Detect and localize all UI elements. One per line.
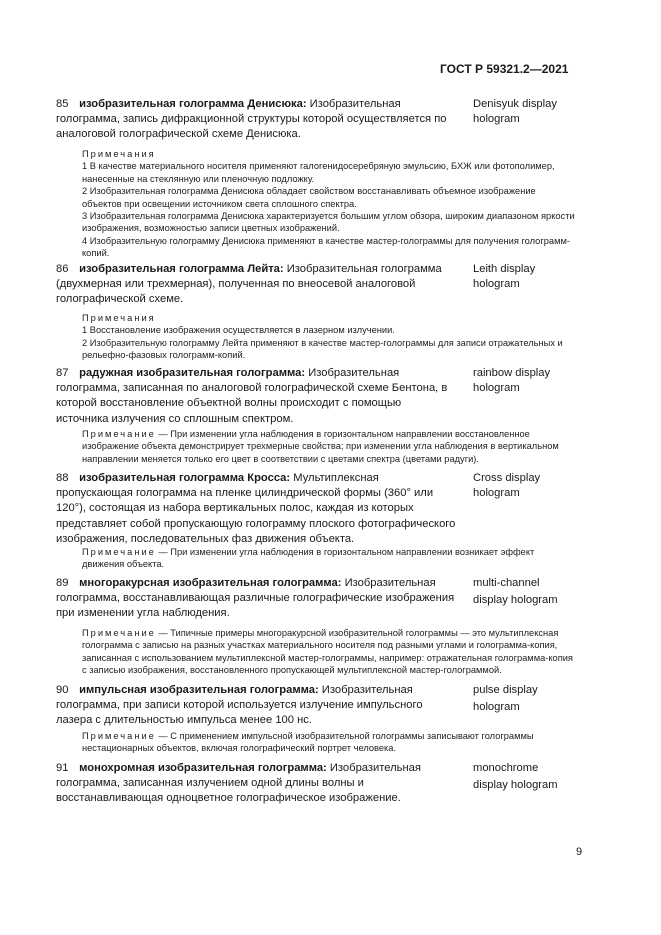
- note-text: [56, 546, 576, 571]
- note-87: [56, 428, 576, 465]
- term-name: изобразительная голограмма Лейта:: [79, 263, 284, 275]
- english-line: Cross display: [473, 472, 541, 484]
- note-item: 1 В качестве материального носителя применяют галогенидосеребряную эмульсию, БХЖ или фотополимер, нанесенные на стеклянную или пленочную подложку.: [82, 161, 555, 184]
- note-label: Примечание: [82, 628, 156, 638]
- term-89: [56, 576, 456, 622]
- document-id: ГОСТ Р 59321.2—2021: [440, 62, 569, 76]
- note-text: [56, 428, 576, 465]
- term-90-english: [473, 683, 603, 715]
- term-definition: Изобразительная голограмма, записанная по аналоговой голографической схеме Бентона, в которой восстановление объектной волны происходит с помощью источника излучения со сплошным спектром.: [56, 367, 448, 425]
- english-line: hologram: [473, 278, 520, 291]
- notes-86: [56, 312, 576, 362]
- english-line: multi-channel: [473, 577, 540, 589]
- term-87-english: [473, 366, 603, 396]
- note-item: 2 Изобразительная голограмма Денисюка обладает свойством восстанавливать объемное изображение объектов при освещении источником света сплошного спектра.: [82, 186, 536, 209]
- english-line: hologram: [473, 701, 520, 714]
- note-item: 3 Изобразительная голограмма Денисюка характеризуется большим углом обзора, широким диапазоном яркости изображения, возможностью записи цветных изображений.: [82, 211, 575, 234]
- term-number: 87: [56, 367, 69, 379]
- english-line: Denisyuk display: [473, 98, 557, 110]
- english-line: display hologram: [473, 594, 558, 607]
- page-number: 9: [576, 846, 583, 858]
- note-body: — С применением импульсной изобразительной голограммы записывают голограммы нестационарных объектов, включая голографический портрет человека.: [82, 731, 534, 754]
- term-name: импульсная изобразительная голограмма:: [79, 684, 319, 696]
- term-name: многоракурсная изобразительная голограмма:: [79, 577, 342, 589]
- term-name: монохромная изобразительная голограмма:: [79, 762, 327, 774]
- note-item: 1 Восстановление изображения осуществляется в лазерном излучении.: [82, 325, 395, 336]
- term-number: 85: [56, 98, 69, 110]
- term-90: [56, 683, 456, 729]
- note-item: 2 Изобразительную голограмму Лейта применяют в качестве мастер-голограммы для записи отражательных и рельефно-фазовых голограмм-копий.: [82, 337, 563, 361]
- note-body: — При изменении угла наблюдения в горизонтальном направлении возникает эффект движения объекта.: [82, 547, 535, 570]
- note-88: [56, 546, 576, 571]
- english-line: hologram: [473, 113, 520, 126]
- note-label: Примечание: [82, 547, 156, 557]
- note-item: 4 Изобразительную голограмму Денисюка применяют в качестве мастер-голограммы для получения голограмм-копий.: [82, 235, 570, 259]
- note-label: Примечание: [82, 731, 156, 741]
- term-definition: Изобразительная голограмма, запись дифракционной структуры которой осуществляется по аналоговой голографической схеме Денисюка.: [56, 98, 447, 141]
- note-body: — При изменении угла наблюдения в горизонтальном направлении восстановленное изображение объекта демонстрирует трехмерные свойства; при изменении угла наблюдения в вертикальном направлении меняется только его цвет в соответствии с цветами спектра (цветами радуги).: [82, 429, 559, 464]
- term-85: [56, 97, 456, 143]
- english-line: Leith display: [473, 263, 536, 275]
- term-number: 86: [56, 263, 69, 275]
- term-definition: Изобразительная голограмма, записанная излучением одной длины волны и восстанавливающая одноцветное голографическое изображение.: [56, 762, 421, 805]
- term-definition: Изобразительная голограмма (двухмерная или трехмерная), полученная по внеосевой аналоговой голографической схеме.: [56, 263, 442, 306]
- english-line: hologram: [473, 382, 520, 395]
- term-88-english: [473, 471, 603, 501]
- term-88: [56, 471, 456, 547]
- term-name: изобразительная голограмма Денисюка:: [79, 98, 307, 110]
- english-line: display hologram: [473, 779, 558, 792]
- term-85-english: [473, 97, 603, 127]
- note-90: [56, 730, 576, 755]
- term-89-english: [473, 576, 603, 608]
- note-text: [56, 730, 576, 755]
- english-line: monochrome: [473, 762, 539, 774]
- term-91: [56, 761, 456, 807]
- term-name: радужная изобразительная голограмма:: [79, 367, 306, 379]
- note-text: [56, 627, 576, 677]
- english-line: hologram: [473, 487, 520, 500]
- note-89: [56, 627, 576, 677]
- term-definition: Изобразительная голограмма, восстанавливающая различные голографические изображения при изменении угла наблюдения.: [56, 577, 455, 620]
- term-definition: Изобразительная голограмма, при записи которой используется излучение импульсного лазера с длительностью импульса менее 100 нс.: [56, 684, 423, 727]
- term-definition: Мультиплексная пропускающая голограмма на пленке цилиндрической формы (360° или 120°), состоящая из набора вертикальных полос, каждая из которых представляет собой пропускающую голограмму плоского фотографического изображения, последовательных фаз движения объекта.: [56, 472, 456, 545]
- term-number: 91: [56, 762, 69, 774]
- term-number: 90: [56, 684, 69, 696]
- term-number: 88: [56, 472, 69, 484]
- notes-85: [56, 148, 576, 260]
- note-label: Примечание: [82, 429, 156, 439]
- notes-heading: Примечания: [82, 149, 156, 159]
- term-91-english: [473, 761, 603, 793]
- term-86-english: [473, 262, 603, 292]
- english-line: rainbow display: [473, 367, 551, 379]
- notes-heading: Примечания: [82, 313, 156, 323]
- note-body: — Типичные примеры многоракурсной изобразительной голограммы — это мультиплексная голограмма с записью на разных участках материального носителя под разными углами и голограмма-копия, записанная с использованием мультиплексной мастер-голограммы, например: отражательная голограмма-копия с записью изображения, восстановленного пропускающей мультиплексной мастер-голограммой.: [82, 628, 573, 676]
- english-line: pulse display: [473, 684, 538, 696]
- term-86: [56, 262, 456, 308]
- term-name: изобразительная голограмма Кросса:: [79, 472, 291, 484]
- term-number: 89: [56, 577, 69, 589]
- term-87: [56, 366, 456, 427]
